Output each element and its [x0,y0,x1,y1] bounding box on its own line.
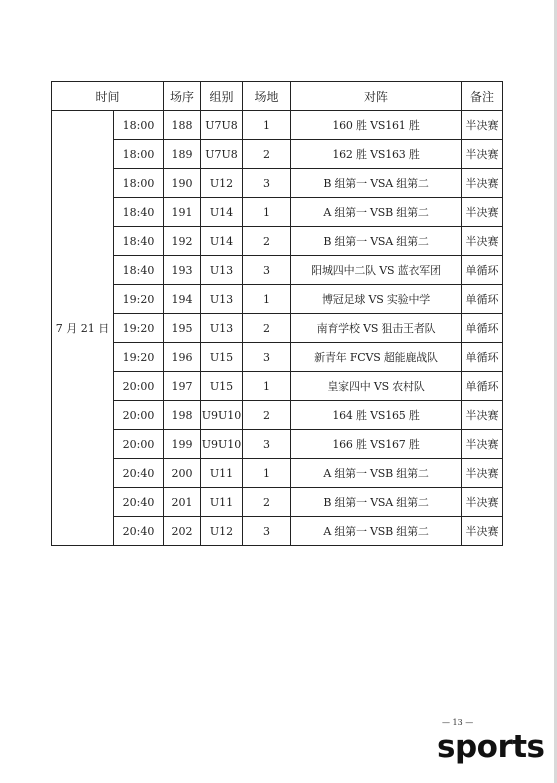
group-cell: U15 [201,343,243,372]
venue-cell: 3 [243,517,291,546]
table-row [52,256,503,285]
time-cell: 20:40 [114,488,164,517]
table-row [52,140,503,169]
note-cell: 半决赛 [462,198,503,227]
seq-cell: 202 [164,517,201,546]
group-cell: U14 [201,198,243,227]
seq-cell: 195 [164,314,201,343]
header-seq: 场序 [164,82,201,111]
time-cell: 18:00 [114,169,164,198]
group-cell: U12 [201,169,243,198]
venue-cell: 1 [243,198,291,227]
schedule-body [52,111,503,546]
group-cell: U11 [201,459,243,488]
match-cell: A 组第一 VSB 组第二 [291,198,462,227]
match-cell: 162 胜 VS163 胜 [291,140,462,169]
time-cell: 20:00 [114,401,164,430]
brand-logo: sports [437,729,545,765]
time-cell: 18:40 [114,227,164,256]
match-cell: A 组第一 VSB 组第二 [291,459,462,488]
schedule-table [51,81,503,546]
match-cell: 阳城四中二队 VS 蓝衣军团 [291,256,462,285]
group-cell: U7U8 [201,140,243,169]
group-cell: U12 [201,517,243,546]
note-cell: 半决赛 [462,169,503,198]
match-cell: 博冠足球 VS 实验中学 [291,285,462,314]
venue-cell: 1 [243,459,291,488]
venue-cell: 1 [243,285,291,314]
group-cell: U7U8 [201,111,243,140]
header-note: 备注 [462,82,503,111]
match-cell: 166 胜 VS167 胜 [291,430,462,459]
match-cell: 164 胜 VS165 胜 [291,401,462,430]
group-cell: U9U10 [201,430,243,459]
table-row [52,372,503,401]
note-cell: 半决赛 [462,459,503,488]
venue-cell: 3 [243,343,291,372]
note-cell: 半决赛 [462,517,503,546]
table-row [52,285,503,314]
seq-cell: 191 [164,198,201,227]
time-cell: 18:00 [114,111,164,140]
match-cell: B 组第一 VSA 组第二 [291,227,462,256]
note-cell: 半决赛 [462,227,503,256]
time-cell: 19:20 [114,314,164,343]
time-cell: 19:20 [114,343,164,372]
venue-cell: 3 [243,256,291,285]
table-row [52,227,503,256]
header-time: 时间 [52,82,164,111]
venue-cell: 2 [243,401,291,430]
table-header-row [52,82,503,111]
venue-cell: 2 [243,227,291,256]
note-cell: 半决赛 [462,401,503,430]
venue-cell: 2 [243,488,291,517]
group-cell: U14 [201,227,243,256]
match-cell: 新青年 FCVS 超能鹿战队 [291,343,462,372]
time-cell: 20:40 [114,459,164,488]
match-cell: 南育学校 VS 狙击王者队 [291,314,462,343]
table-row [52,459,503,488]
seq-cell: 190 [164,169,201,198]
header-venue: 场地 [243,82,291,111]
venue-cell: 2 [243,314,291,343]
note-cell: 半决赛 [462,111,503,140]
table-row [52,198,503,227]
note-cell: 单循环 [462,343,503,372]
venue-cell: 3 [243,169,291,198]
time-cell: 19:20 [114,285,164,314]
time-cell: 18:00 [114,140,164,169]
seq-cell: 200 [164,459,201,488]
table-row [52,111,503,140]
header-group: 组别 [201,82,243,111]
seq-cell: 198 [164,401,201,430]
table-row [52,430,503,459]
seq-cell: 189 [164,140,201,169]
venue-cell: 1 [243,111,291,140]
note-cell: 半决赛 [462,488,503,517]
note-cell: 单循环 [462,314,503,343]
table-row [52,343,503,372]
table-row [52,401,503,430]
table-row [52,517,503,546]
match-cell: A 组第一 VSB 组第二 [291,517,462,546]
venue-cell: 3 [243,430,291,459]
time-cell: 20:00 [114,430,164,459]
venue-cell: 1 [243,372,291,401]
time-cell: 20:00 [114,372,164,401]
match-cell: B 组第一 VSA 组第二 [291,488,462,517]
note-cell: 单循环 [462,285,503,314]
match-cell: 160 胜 VS161 胜 [291,111,462,140]
match-cell: 皇家四中 VS 农村队 [291,372,462,401]
table-row [52,314,503,343]
note-cell: 半决赛 [462,140,503,169]
group-cell: U13 [201,285,243,314]
seq-cell: 201 [164,488,201,517]
time-cell: 18:40 [114,198,164,227]
table-row [52,488,503,517]
seq-cell: 193 [164,256,201,285]
group-cell: U13 [201,256,243,285]
seq-cell: 199 [164,430,201,459]
note-cell: 单循环 [462,256,503,285]
match-cell: B 组第一 VSA 组第二 [291,169,462,198]
seq-cell: 194 [164,285,201,314]
time-cell: 20:40 [114,517,164,546]
group-cell: U11 [201,488,243,517]
page-number: — 13 — [442,718,474,727]
seq-cell: 197 [164,372,201,401]
seq-cell: 196 [164,343,201,372]
date-cell: 7 月 21 日 [52,111,114,546]
seq-cell: 188 [164,111,201,140]
group-cell: U15 [201,372,243,401]
seq-cell: 192 [164,227,201,256]
note-cell: 半决赛 [462,430,503,459]
venue-cell: 2 [243,140,291,169]
group-cell: U13 [201,314,243,343]
time-cell: 18:40 [114,256,164,285]
group-cell: U9U10 [201,401,243,430]
header-match: 对阵 [291,82,462,111]
table-row [52,169,503,198]
note-cell: 单循环 [462,372,503,401]
